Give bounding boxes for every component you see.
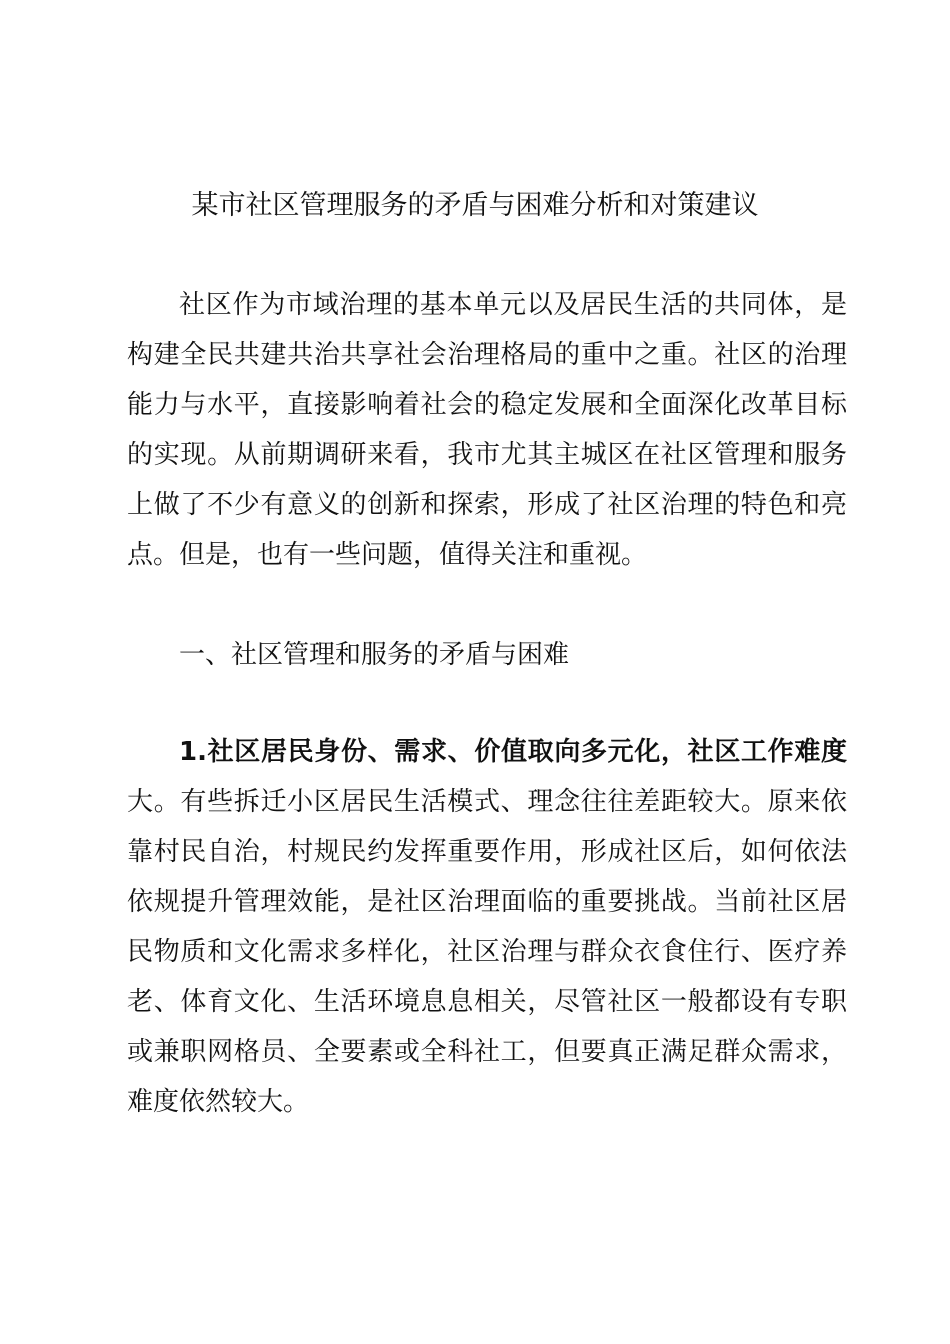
intro-paragraph: 社区作为市域治理的基本单元以及居民生活的共同体，是构建全民共建共治共享社会治理格局的重中之重。社区的治理能力与水平，直接影响着社会的稳定发展和全面深化改革目标的实现。从前期调研来看，我市尤其主城区在社区管理和服务上做了不少有意义的创新和探索，形成了社区治理的特色和亮点。但是，也有一些问题，值得关注和重视。 (127, 290, 847, 570)
point-1-body: 有些拆迁小区居民生活模式、理念往往差距较大。原来依靠村民自治，村规民约发挥重要作用，形成社区后，如何依法依规提升管理效能，是社区治理面临的重要挑战。当前社区居民物质和文化需求多样化，社区治理与群众衣食住行、医疗养老、体育文化、生活环境息息相关，尽管社区一般都设有专职或兼职网格员、全要素或全科社工，但要真正满足群众需求，难度依然较大。 (127, 787, 847, 1117)
point-1-lead: 1.社区居民身份、需求、价值取向多元化，社区工作难度 (179, 737, 847, 767)
section-heading: 一、社区管理和服务的矛盾与困难 (179, 640, 570, 670)
point-1-lead-tail: 大。 (127, 787, 181, 817)
document-title: 某市社区管理服务的矛盾与困难分析和对策建议 (191, 190, 759, 221)
point-1-paragraph (127, 727, 847, 1127)
